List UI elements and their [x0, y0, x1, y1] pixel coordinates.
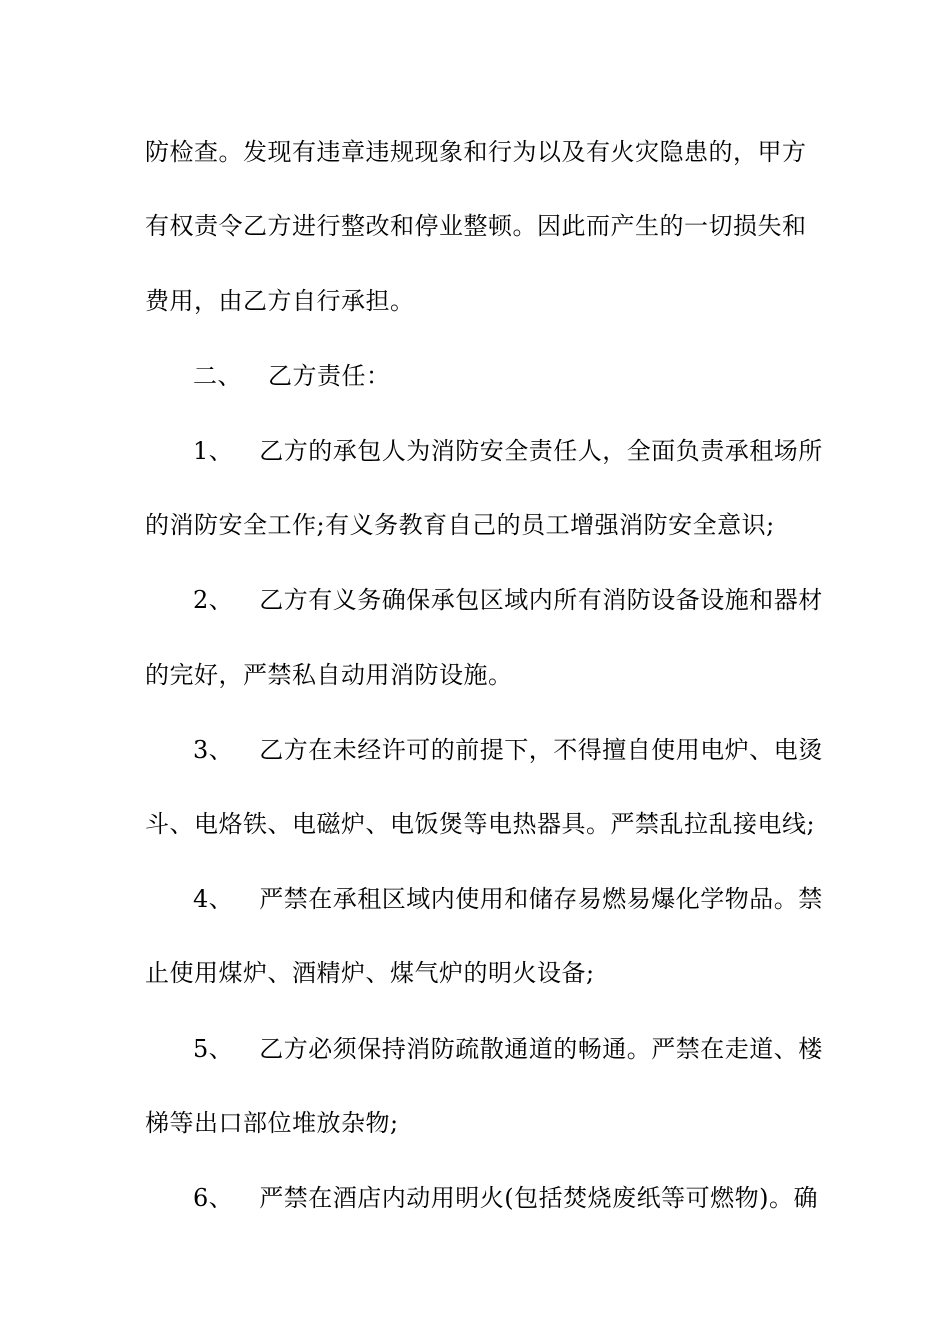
item-number: 4、	[193, 885, 234, 913]
item-text: 乙方在未经许可的前提下，不得擅自使用电炉、电烫	[259, 736, 823, 764]
section-heading	[193, 361, 863, 391]
item-continuation: 的完好，严禁私自动用消防设施。	[145, 661, 513, 689]
item-text: 严禁在酒店内动用明火(包括焚烧废纸等可燃物)。确	[259, 1184, 819, 1212]
section-number: 二、	[193, 362, 242, 390]
item-continuation: 斗、电烙铁、电磁炉、电饭煲等电热器具。严禁乱拉乱接电线;	[145, 810, 816, 838]
item-continuation: 止使用煤炉、酒精炉、煤气炉的明火设备;	[145, 959, 595, 987]
item-continuation: 的消防安全工作;有义务教育自己的员工增强消防安全意识;	[145, 511, 775, 539]
item-number: 6、	[193, 1184, 234, 1212]
item-number: 2、	[193, 586, 234, 614]
item-text: 乙方的承包人为消防安全责任人，全面负责承租场所	[259, 437, 823, 465]
item-text: 严禁在承租区域内使用和储存易燃易爆化学物品。禁	[259, 885, 823, 913]
list-item	[193, 1034, 863, 1064]
paragraph-line: 费用，由乙方自行承担。	[145, 287, 415, 315]
list-item	[193, 1183, 863, 1213]
item-number: 1、	[193, 437, 234, 465]
list-item	[193, 735, 863, 765]
list-item	[193, 884, 863, 914]
item-continuation: 梯等出口部位堆放杂物;	[145, 1109, 399, 1137]
item-text: 乙方必须保持消防疏散通道的畅通。严禁在走道、楼	[259, 1035, 823, 1063]
section-title: 乙方责任：	[268, 362, 391, 390]
paragraph-line: 有权责令乙方进行整改和停业整顿。因此而产生的一切损失和	[145, 212, 807, 240]
item-text: 乙方有义务确保承包区域内所有消防设备设施和器材	[259, 586, 823, 614]
item-number: 5、	[193, 1035, 234, 1063]
item-number: 3、	[193, 736, 234, 764]
list-item	[193, 585, 863, 615]
paragraph-line: 防检查。发现有违章违规现象和行为以及有火灾隐患的，甲方	[145, 138, 807, 166]
list-item	[193, 436, 863, 466]
